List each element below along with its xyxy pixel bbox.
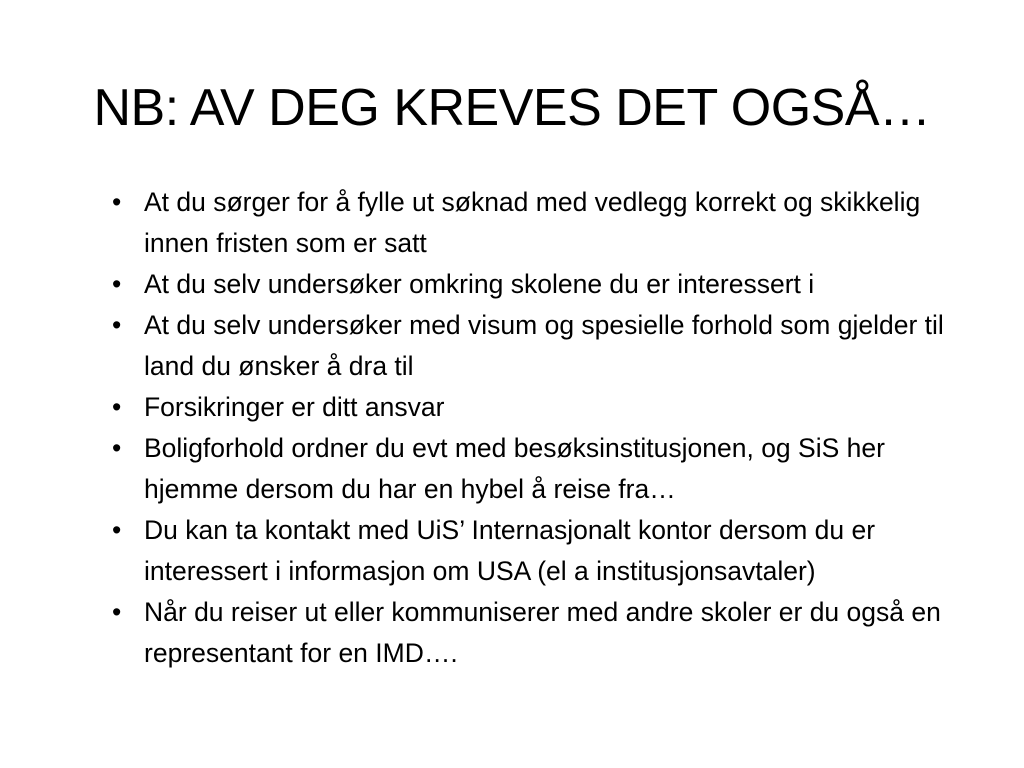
bullet-item xyxy=(112,264,947,305)
bullet-icon: • xyxy=(112,310,122,340)
bullet-item xyxy=(112,592,947,674)
bullet-icon: • xyxy=(112,392,122,422)
bullet-text: Boligforhold ordner du evt med besøksinstitusjonen, og SiS her hjemme dersom du har en hybel å reise fra… xyxy=(144,433,885,504)
bullet-item xyxy=(112,428,947,510)
bullet-text: Når du reiser ut eller kommuniserer med andre skoler er du også en representant for en IMD…. xyxy=(144,597,941,668)
bullet-text: Du kan ta kontakt med UiS’ Internasjonalt kontor dersom du er interessert i informasjon om USA (el a institusjonsavtaler) xyxy=(144,515,876,586)
slide-title: NB: AV DEG KREVES DET OGSÅ… xyxy=(93,79,931,137)
bullet-icon: • xyxy=(112,597,122,627)
bullet-icon: • xyxy=(112,269,122,299)
bullet-text: At du selv undersøker med visum og spesielle forhold som gjelder til land du ønsker å dra til xyxy=(144,310,944,381)
bullet-item xyxy=(112,182,947,264)
bullet-item xyxy=(112,387,947,428)
bullet-icon: • xyxy=(112,433,122,463)
bullet-text: Forsikringer er ditt ansvar xyxy=(144,392,445,422)
bullet-text: At du selv undersøker omkring skolene du er interessert i xyxy=(144,269,815,299)
bullet-item xyxy=(112,510,947,592)
bullet-icon: • xyxy=(112,187,122,217)
bullet-item xyxy=(112,305,947,387)
bullet-list xyxy=(112,182,947,674)
bullet-icon: • xyxy=(112,515,122,545)
bullet-text: At du sørger for å fylle ut søknad med vedlegg korrekt og skikkelig innen fristen som er satt xyxy=(144,187,921,258)
